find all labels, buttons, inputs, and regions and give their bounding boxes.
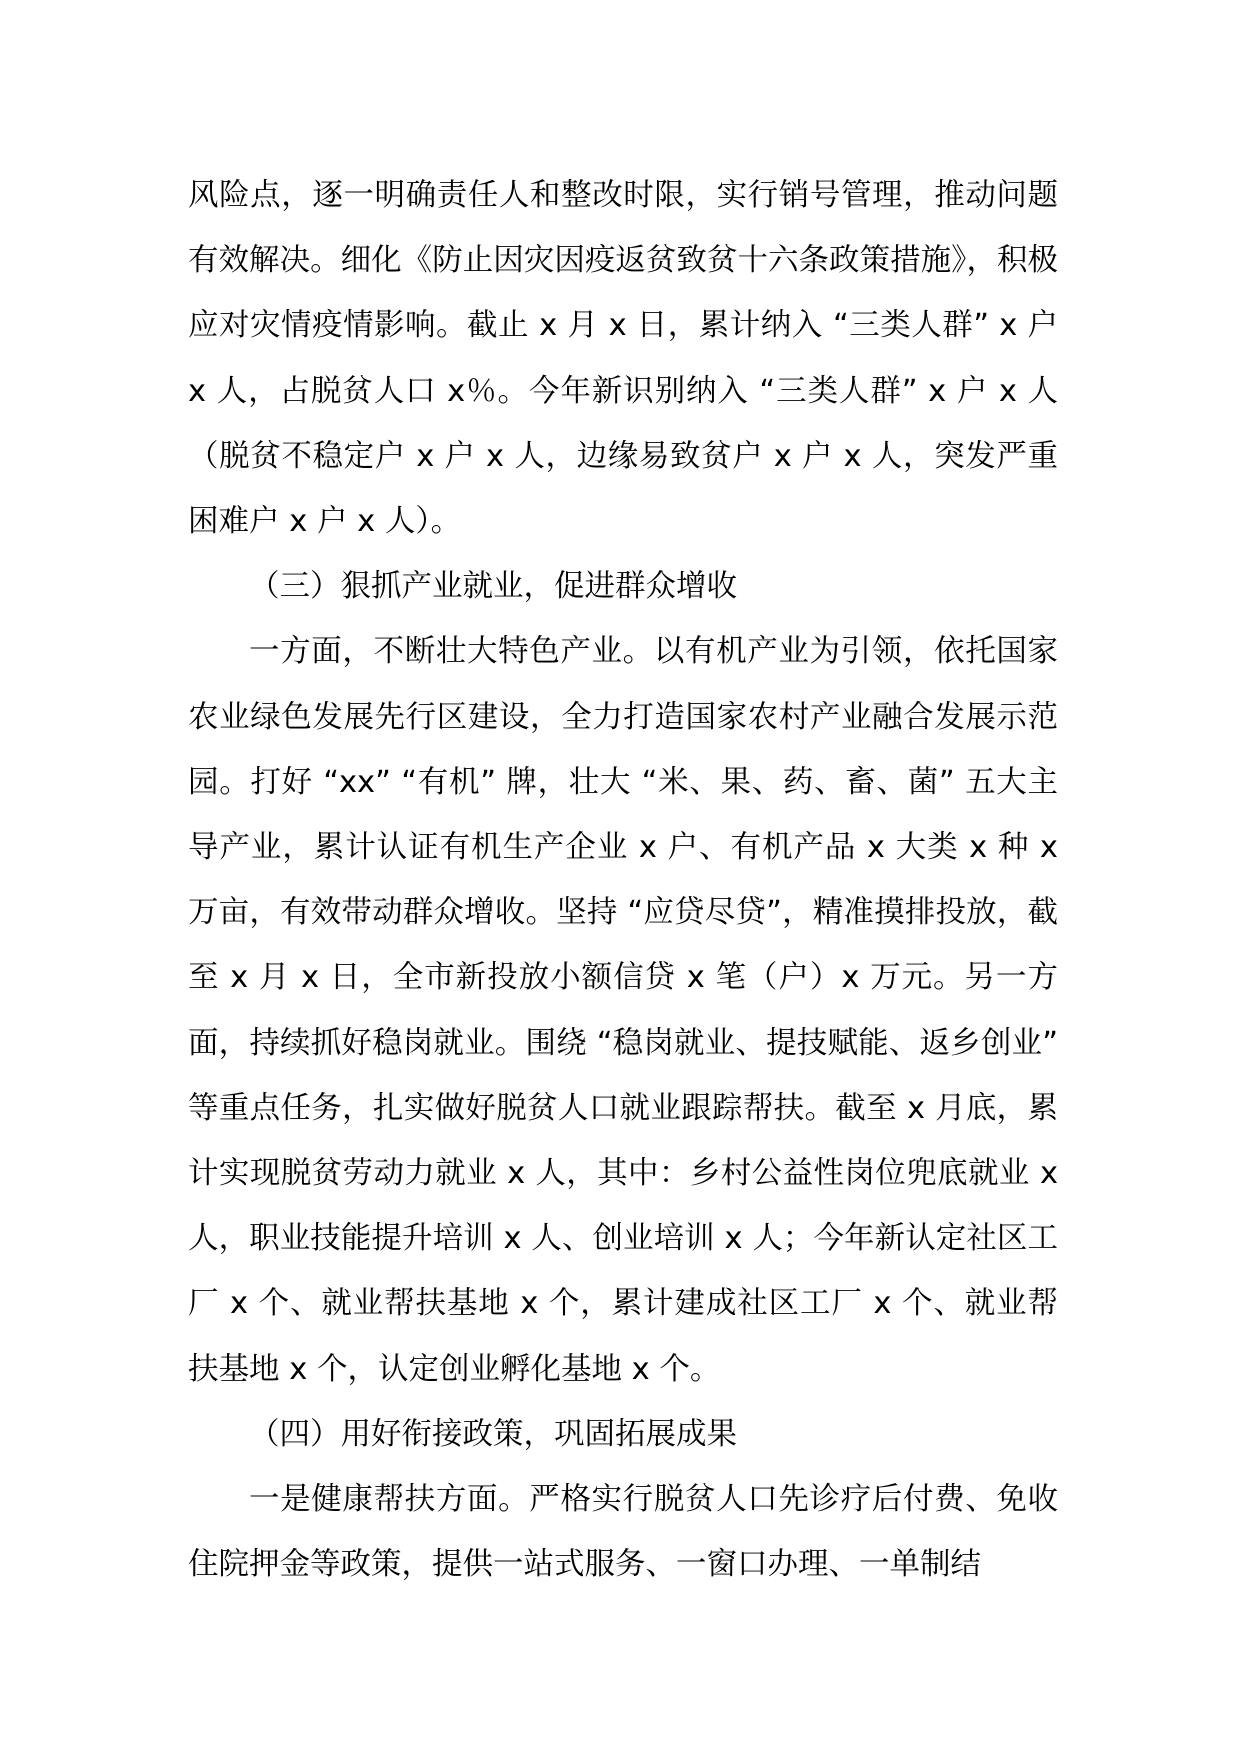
document-page — [188, 163, 1058, 1597]
heading-section-four: （四）用好衔接政策，巩固拓展成果 — [249, 1416, 737, 1452]
paragraph-industry-employment: 一方面，不断壮大特色产业。以有机产业为引领，依托国家农业绿色发展先行区建设，全力打造国家农村产业融合发展示范园。打好 “xx” “有机” 牌，壮大 “米、果、药、畜、菌” 五大主导产业，累计认证有机生产企业 x 户、有机产品 x 大类 x 种 x 万亩，有效带动群众增收。坚持 “应贷尽贷”，精准摸排投放，截至 x 月 x 日，全市新投放小额信贷 x 笔（户）x 万元。另一方面，持续抓好稳岗就业。围绕 “稳岗就业、提技赋能、返乡创业” 等重点任务，扎实做好脱贫人口就业跟踪帮扶。截至 x 月底，累计实现脱贫劳动力就业 x 人，其中：乡村公益性岗位兜底就业 x 人，职业技能提升培训 x 人、创业培训 x 人；今年新认定社区工厂 x 个、就业帮扶基地 x 个，累计建成社区工厂 x 个、就业帮扶基地 x 个，认定创业孵化基地 x 个。 — [188, 634, 1058, 1387]
paragraph-risk-points: 风险点，逐一明确责任人和整改时限，实行销号管理，推动问题有效解决。细化《防止因灾因疫返贫致贫十六条政策措施》，积极应对灾情疫情影响。截止 x 月 x 日，累计纳入 “三类人群” x 户 x 人，占脱贫人口 x％。今年新识别纳入 “三类人群” x 户 x 人（脱贫不稳定户 x 户 x 人，边缘易致贫户 x 户 x 人，突发严重困难户 x 户 x 人）。 — [188, 178, 1058, 540]
paragraph-health-assistance: 一是健康帮扶方面。严格实行脱贫人口先诊疗后付费、免收住院押金等政策，提供一站式服务、一窗口办理、一单制结 — [188, 1482, 1058, 1583]
heading-section-three: （三）狠抓产业就业，促进群众增收 — [249, 569, 737, 605]
